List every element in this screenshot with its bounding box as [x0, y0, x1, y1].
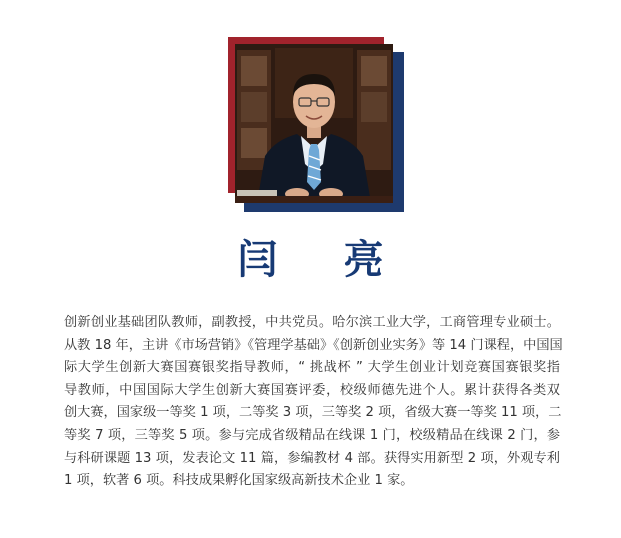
bio-line: 导教师，中国国际大学生创新大赛国赛评委，校级师德先进个人。累计获得各类双: [64, 382, 560, 398]
bio-line: 等奖 7 项，三等奖 5 项。参与完成省级精品在线课 1 门，校级精品在线课 2 门，参: [64, 427, 560, 443]
bio-line: 从教 18 年，主讲《市场营销》《管理学基础》《创新创业实务》等 14 门课程，中国国: [64, 337, 563, 353]
bio-line: 际大学生创新大赛国赛银奖指导教师，“ 挑战杯 ” 大学生创业计划竞赛国赛银奖指: [64, 360, 560, 376]
bio-line: 创新创业基础团队教师，副教授，中共党员。哈尔滨工业大学，工商管理专业硕士。: [64, 315, 560, 330]
bio-line: 创大赛，国家级一等奖 1 项，二等奖 3 项，三等奖 2 项，省级大赛一等奖 11 项，二: [64, 405, 562, 421]
portrait-photo: [235, 44, 393, 203]
bio-paragraph: [64, 312, 563, 493]
bio-line: 1 项，软著 6 项。科技成果孵化国家级高新技术企业 1 家。: [64, 473, 414, 489]
teacher-name: 闫 亮: [237, 237, 410, 283]
bio-line: 与科研课题 13 项，发表论文 11 篇，参编教材 4 部。获得实用新型 2 项，外观专利: [64, 450, 560, 466]
